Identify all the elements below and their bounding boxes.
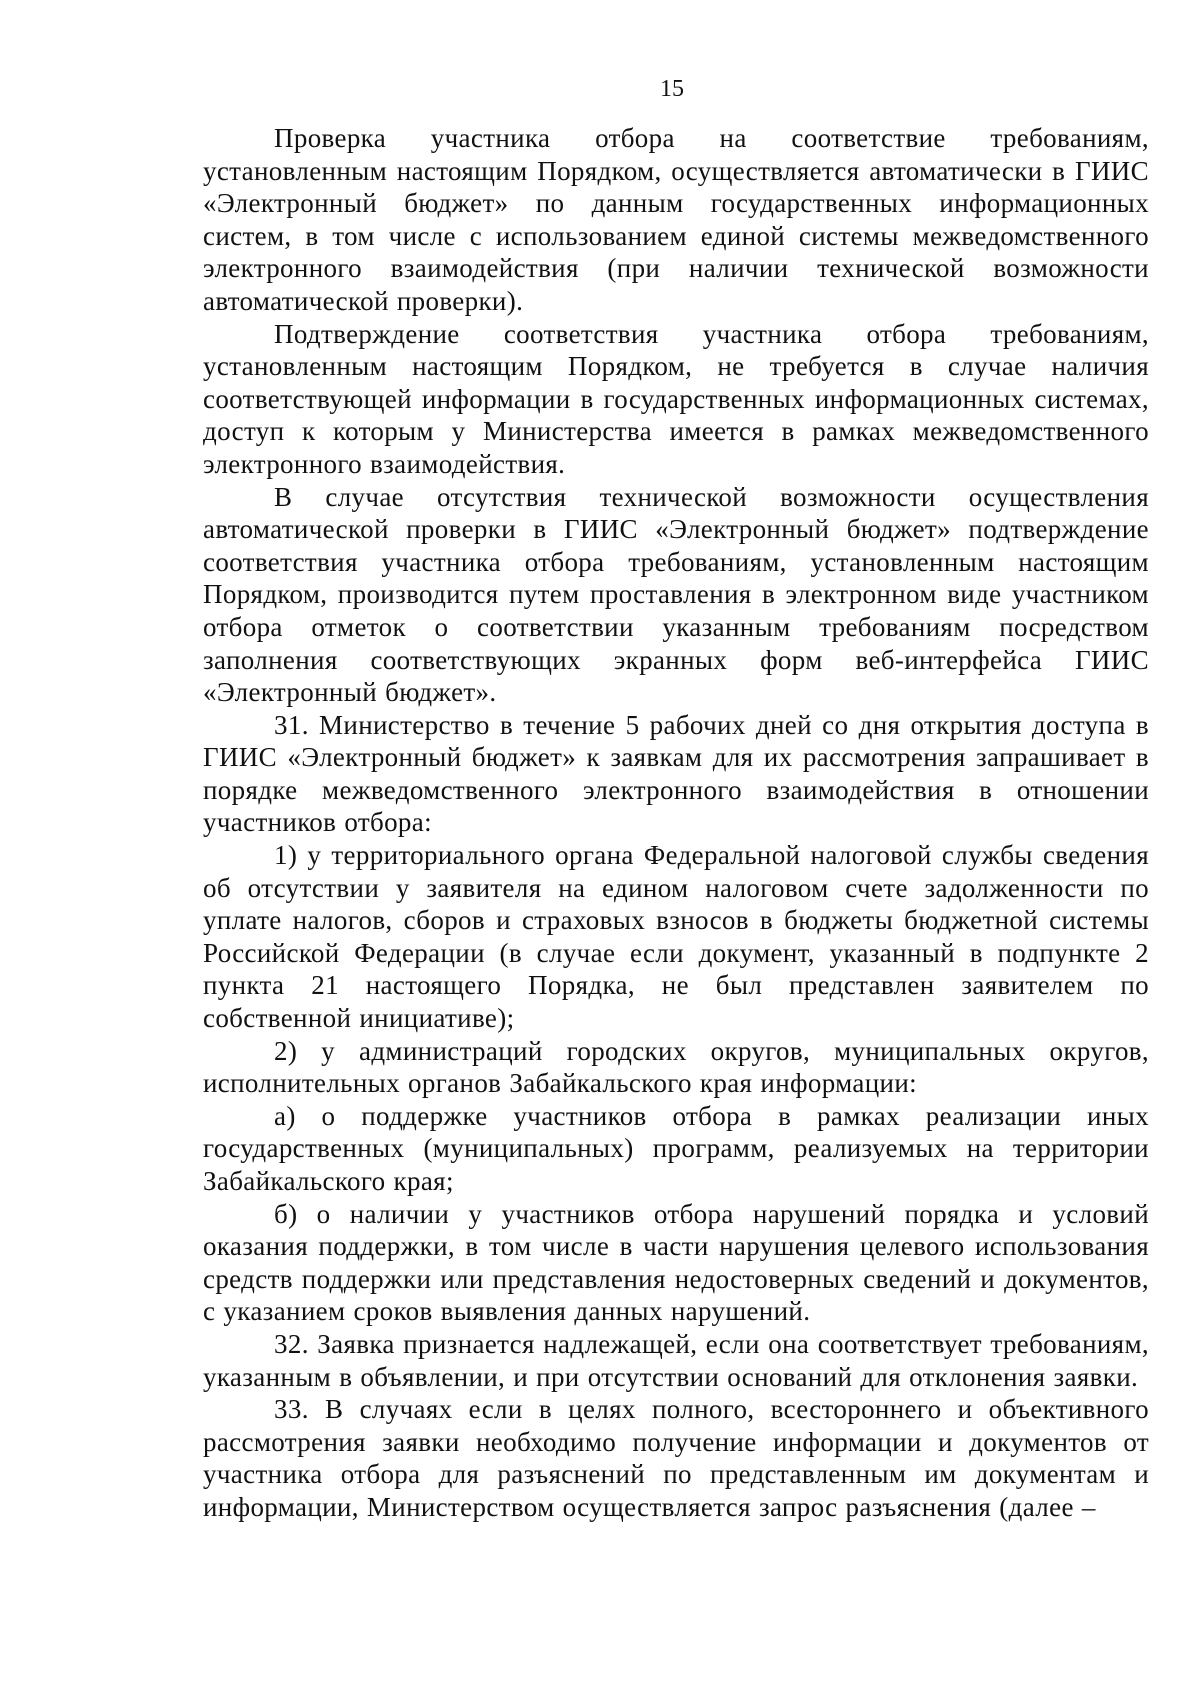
paragraph-subitem-b: б) о наличии у участников отбора нарушений порядка и условий оказания поддержки, в том числе в части нарушения целевого использования средств поддержки или представления недостоверных сведений и документов, с указанием сроков выявления данных нарушений. (203, 1198, 1149, 1327)
paragraph-item-32: 32. Заявка признается надлежащей, если она соответствует требованиям, указанным в объявлении, и при отсутствии оснований для отклонения заявки. (203, 1328, 1149, 1392)
paragraph-item-31: 31. Министерство в течение 5 рабочих дней со дня открытия доступа в ГИИС «Электронный бюджет» к заявкам для их рассмотрения запрашивает в порядке межведомственного электронного взаимодействия в отношении участников отбора: (203, 709, 1149, 838)
paragraph-no-technical-possibility: В случае отсутствия технической возможности осуществления автоматической проверки в ГИИС «Электронный бюджет» подтверждение соответствия участника отбора требованиям, установленным настоящим Порядком, производится путем проставления в электронном виде участником отбора отметок о соответствии указанным требованиям посредством заполнения соответствующих экранных форм веб-интерфейса ГИИС «Электронный бюджет». (203, 481, 1149, 708)
paragraph-subitem-2: 2) у администраций городских округов, муниципальных округов, исполнительных органов Забайкальского края информации: (203, 1035, 1149, 1099)
document-body (203, 122, 1149, 1524)
paragraph-verification-auto: Проверка участника отбора на соответствие требованиям, установленным настоящим Порядком, осуществляется автоматически в ГИИС «Электронный бюджет» по данным государственных информационных систем, в том числе с использованием единой системы межведомственного электронного взаимодействия (при наличии технической возможности автоматической проверки). (203, 123, 1149, 316)
paragraph-item-33: 33. В случаях если в целях полного, всестороннего и объективного рассмотрения заявки необходимо получение информации и документов от участника отбора для разъяснений по представленным им документам и информации, Министерством осуществляется запрос разъяснения (далее – (203, 1394, 1149, 1522)
paragraph-subitem-a: а) о поддержке участников отбора в рамках реализации иных государственных (муниципальных) программ, реализуемых на территории Забайкальского края; (203, 1100, 1149, 1196)
paragraph-subitem-1: 1) у территориального органа Федеральной налоговой службы сведения об отсутствии у заявителя на едином налоговом счете задолженности по уплате налогов, сборов и страховых взносов в бюджеты бюджетной системы Российской Федерации (в случае если документ, указанный в подпункте 2 пункта 21 настоящего Порядка, не был представлен заявителем по собственной инициативе); (203, 840, 1149, 1034)
paragraph-confirmation-not-required: Подтверждение соответствия участника отбора требованиям, установленным настоящим Порядком, не требуется в случае наличия соответствующей информации в государственных информационных системах, доступ к которым у Министерства имеется в рамках межведомственного электронного взаимодействия. (203, 318, 1149, 479)
page-number: 15 (660, 76, 684, 102)
